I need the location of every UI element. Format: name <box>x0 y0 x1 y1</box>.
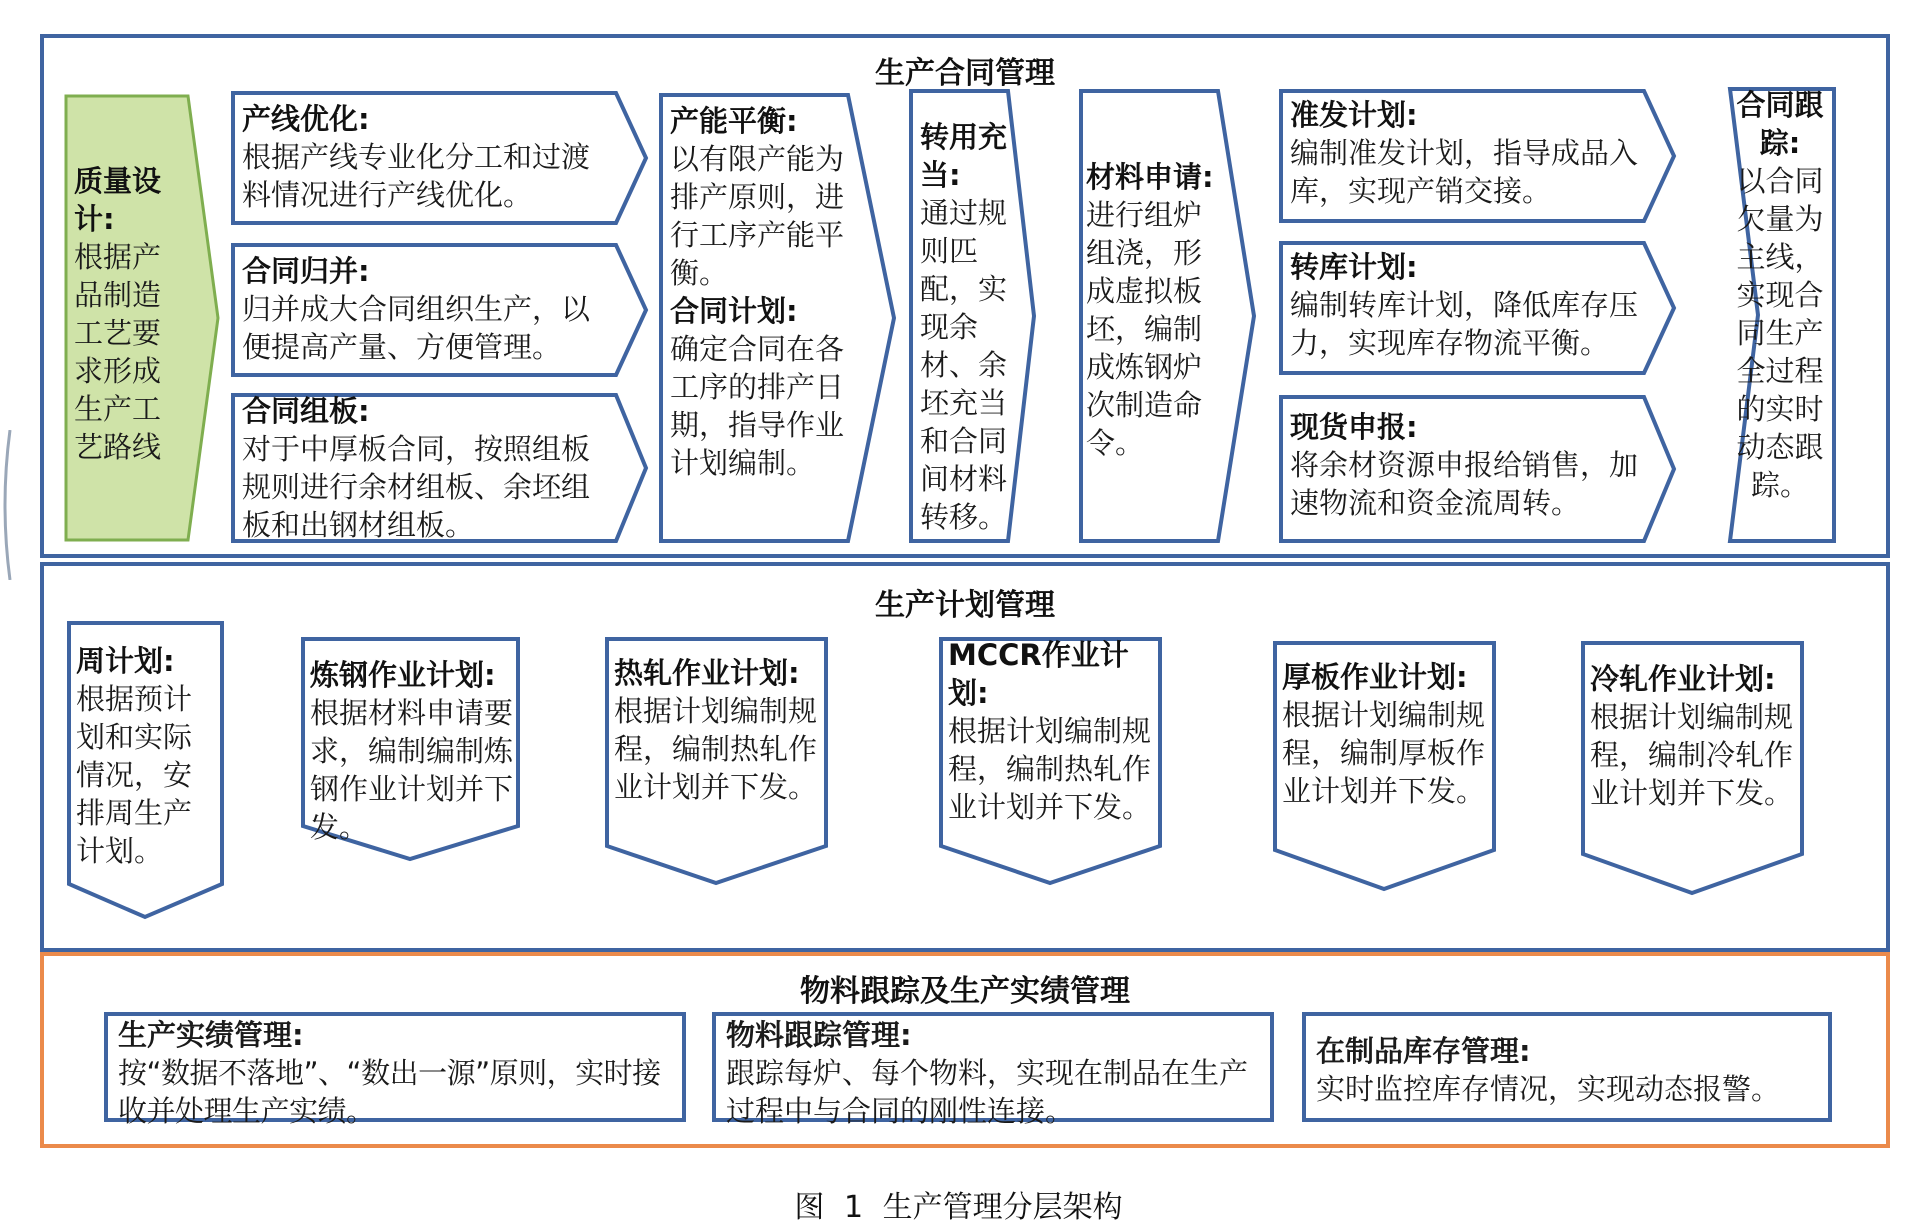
node-title: 物料跟踪管理: <box>726 1018 912 1052</box>
left-margin-mark <box>0 430 12 580</box>
node-contract-assembly <box>230 392 650 544</box>
node-title: 产线优化: <box>242 102 370 136</box>
node-production-performance <box>104 1012 686 1128</box>
node-title: 生产实绩管理: <box>118 1018 304 1052</box>
section-title-tracking: 物料跟踪及生产实绩管理 <box>800 974 1130 1009</box>
node-title: 热轧作业计划: <box>614 656 800 690</box>
node-body: 根据产品制造工艺要求形成生产工艺路线 <box>74 240 162 464</box>
node-body: 以有限产能为排产原则，进行工序产能平衡。 <box>670 142 845 290</box>
node-cold-rolling-plan <box>1580 640 1806 896</box>
node-body: 通过规则匹配，实现余材、余坯充当和合同间材料转移。 <box>920 196 1008 534</box>
node-title: 厚板作业计划: <box>1282 660 1468 694</box>
node-body: 根据计划编制规程，编制冷轧作业计划并下发。 <box>1590 700 1794 810</box>
node-body: 根据计划编制规程，编制热轧作业计划并下发。 <box>614 694 818 804</box>
node-body: 按“数据不落地”、“数出一源”原则，实时接收并处理生产实绩。 <box>118 1056 661 1128</box>
node-title: 转用充当: <box>920 120 1008 192</box>
node-plate-plan <box>1272 640 1498 892</box>
node-release-plan <box>1278 88 1678 224</box>
section-title-planning: 生产计划管理 <box>875 588 1055 623</box>
node-line-optimization <box>230 90 650 226</box>
node-title: 在制品库存管理: <box>1316 1034 1531 1068</box>
node-body: 以合同欠量为主线，实现合同生产全过程的实时动态跟踪。 <box>1736 164 1824 502</box>
node-title: 准发计划: <box>1290 98 1418 132</box>
node-material-request <box>1078 88 1258 544</box>
section-title-contract: 生产合同管理 <box>875 56 1055 91</box>
node-body: 根据计划编制规程，编制厚板作业计划并下发。 <box>1282 698 1486 808</box>
node-title: 冷轧作业计划: <box>1590 662 1776 696</box>
node-title: 合同跟踪: <box>1736 88 1824 160</box>
node-body-2: 确定合同在各工序的排产日期，指导作业计划编制。 <box>670 332 845 480</box>
node-weekly-plan <box>66 620 226 920</box>
node-body: 根据材料申请要求，编制编制炼钢作业计划并下发。 <box>310 696 514 844</box>
node-title-2: 合同计划: <box>670 294 798 328</box>
node-body: 跟踪每炉、每个物料，实现在制品在生产过程中与合同的刚性连接。 <box>726 1056 1249 1128</box>
figure-caption: 图 1 生产管理分层架构 <box>794 1190 1123 1225</box>
node-title: 合同归并: <box>242 254 370 288</box>
node-body: 对于中厚板合同，按照组板规则进行余材组板、余坯组板和出钢材组板。 <box>242 432 591 542</box>
node-body: 根据预计划和实际情况，安排周生产计划。 <box>76 682 193 868</box>
node-contract-tracking <box>1722 86 1838 544</box>
node-title: 现货申报: <box>1290 410 1418 444</box>
node-spot-declaration <box>1278 394 1678 544</box>
node-steelmaking-plan <box>300 636 522 862</box>
node-body: 实时监控库存情况，实现动态报警。 <box>1316 1072 1781 1106</box>
node-title: 周计划: <box>76 644 175 678</box>
node-title: 转库计划: <box>1290 250 1418 284</box>
node-title: 产能平衡: <box>670 104 798 138</box>
node-body: 归并成大合同组织生产，以便提高产量、方便管理。 <box>242 292 591 364</box>
node-title: 炼钢作业计划: <box>310 658 496 692</box>
node-title: 合同组板: <box>242 394 370 428</box>
node-body: 将余材资源申报给销售，加速物流和资金流周转。 <box>1290 448 1639 520</box>
node-transfer <box>908 88 1038 544</box>
node-title: MCCR作业计划: <box>948 638 1129 710</box>
node-body: 编制准发计划，指导成品入库，实现产销交接。 <box>1290 136 1639 208</box>
node-contract-merge <box>230 242 650 378</box>
node-capacity-plan <box>658 92 898 544</box>
node-quality-design <box>62 92 222 544</box>
node-body: 编制转库计划，降低库存压力，实现库存物流平衡。 <box>1290 288 1639 360</box>
node-title: 质量设计: <box>74 164 162 236</box>
node-body: 根据计划编制规程，编制热轧作业计划并下发。 <box>948 714 1152 824</box>
node-material-tracking-mgmt <box>712 1012 1274 1128</box>
node-mccr-plan <box>938 636 1164 886</box>
node-warehouse-transfer-plan <box>1278 240 1678 376</box>
node-body: 根据产线专业化分工和过渡料情况进行产线优化。 <box>242 140 591 212</box>
node-wip-inventory <box>1302 1012 1832 1122</box>
node-hot-rolling-plan <box>604 636 830 886</box>
node-body: 进行组炉组浇，形成虚拟板坯，编制成炼钢炉次制造命令。 <box>1086 198 1203 460</box>
node-title: 材料申请: <box>1086 160 1214 194</box>
